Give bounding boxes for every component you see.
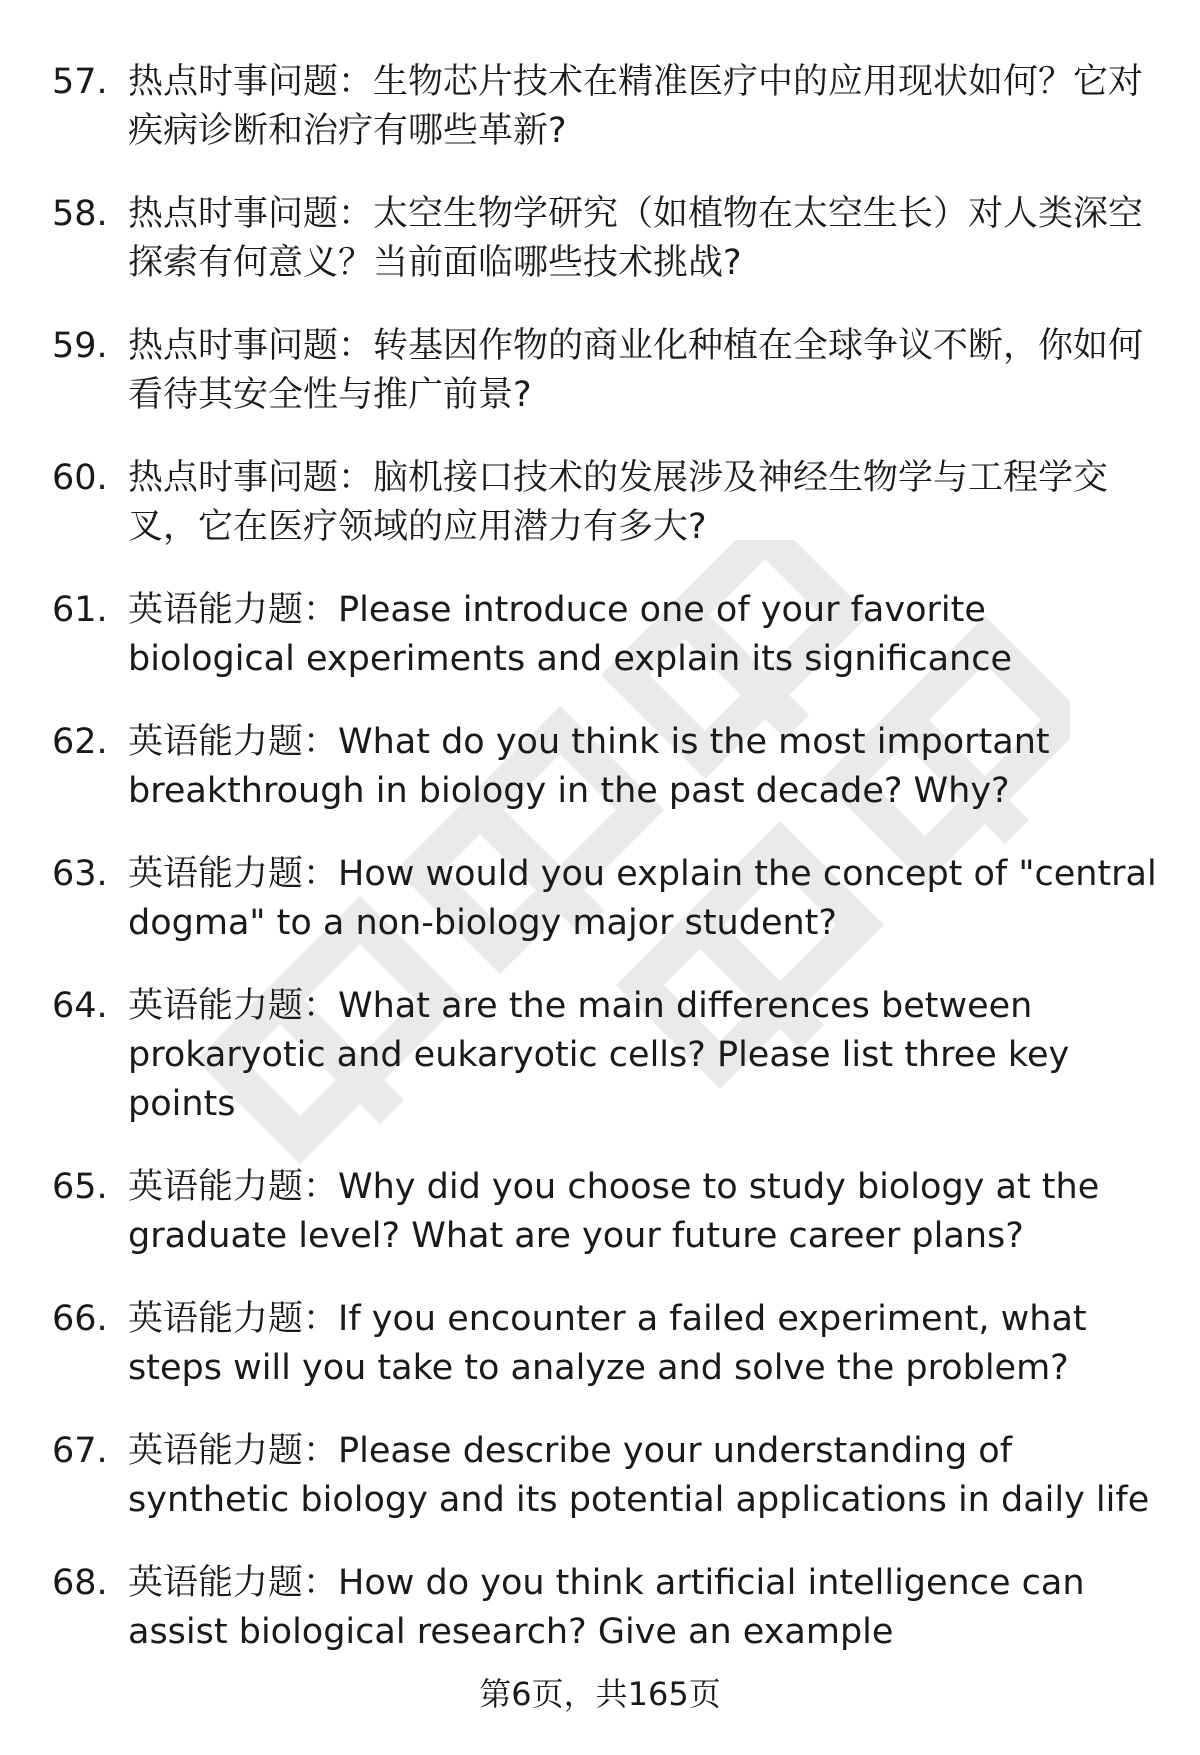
question-item-60	[52, 454, 1162, 552]
question-item-66	[52, 1295, 1162, 1393]
question-number: 61.	[52, 590, 108, 630]
question-item-57	[52, 58, 1162, 156]
question-number: 60.	[52, 458, 108, 498]
question-number: 57.	[52, 62, 108, 102]
question-text: 英语能力题：How would you explain the concept of "central dogma" to a non-biology major student?	[128, 854, 1157, 943]
question-item-62	[52, 718, 1162, 816]
question-text: 英语能力题：What are the main differences between prokaryotic and eukaryotic cells? Please list three key points	[128, 986, 1070, 1124]
question-number: 62.	[52, 722, 108, 762]
question-text: 英语能力题：Please describe your understanding of synthetic biology and its potential applications in daily life	[128, 1431, 1150, 1520]
question-number: 59.	[52, 326, 108, 366]
question-text: 英语能力题：Why did you choose to study biology at the graduate level? What are your future career plans?	[128, 1167, 1100, 1256]
question-text: 英语能力题：Please introduce one of your favorite biological experiments and explain its significance	[128, 590, 1012, 679]
question-text: 热点时事问题：太空生物学研究（如植物在太空生长）对人类深空探索有何意义？当前面临哪些技术挑战?	[128, 194, 1144, 283]
question-text: 热点时事问题：转基因作物的商业化种植在全球争议不断，你如何看待其安全性与推广前景?	[128, 326, 1144, 415]
question-number: 67.	[52, 1431, 108, 1471]
question-text: 热点时事问题：脑机接口技术的发展涉及神经生物学与工程学交叉，它在医疗领域的应用潜力有多大?	[128, 458, 1109, 547]
question-number: 66.	[52, 1299, 108, 1339]
question-number: 58.	[52, 194, 108, 234]
question-number: 64.	[52, 986, 108, 1026]
question-item-65	[52, 1163, 1162, 1261]
question-item-61	[52, 586, 1162, 684]
question-number: 65.	[52, 1167, 108, 1207]
page-footer: 第6页，共165页	[479, 1675, 721, 1713]
question-item-58	[52, 190, 1162, 288]
question-number: 68.	[52, 1563, 108, 1603]
question-item-63	[52, 850, 1162, 948]
question-item-59	[52, 322, 1162, 420]
question-list	[52, 58, 1162, 1691]
question-text: 英语能力题：How do you think artificial intelligence can assist biological research? Give an example	[128, 1563, 1085, 1652]
question-text: 热点时事问题：生物芯片技术在精准医疗中的应用现状如何？它对疾病诊断和治疗有哪些革新?	[128, 62, 1144, 151]
question-item-67	[52, 1427, 1162, 1525]
question-text: 英语能力题：If you encounter a failed experiment, what steps will you take to analyze and solve the problem?	[128, 1299, 1087, 1388]
question-item-64	[52, 982, 1162, 1129]
question-number: 63.	[52, 854, 108, 894]
question-item-68	[52, 1559, 1162, 1657]
question-text: 英语能力题：What do you think is the most important breakthrough in biology in the past decade? Why?	[128, 722, 1050, 811]
